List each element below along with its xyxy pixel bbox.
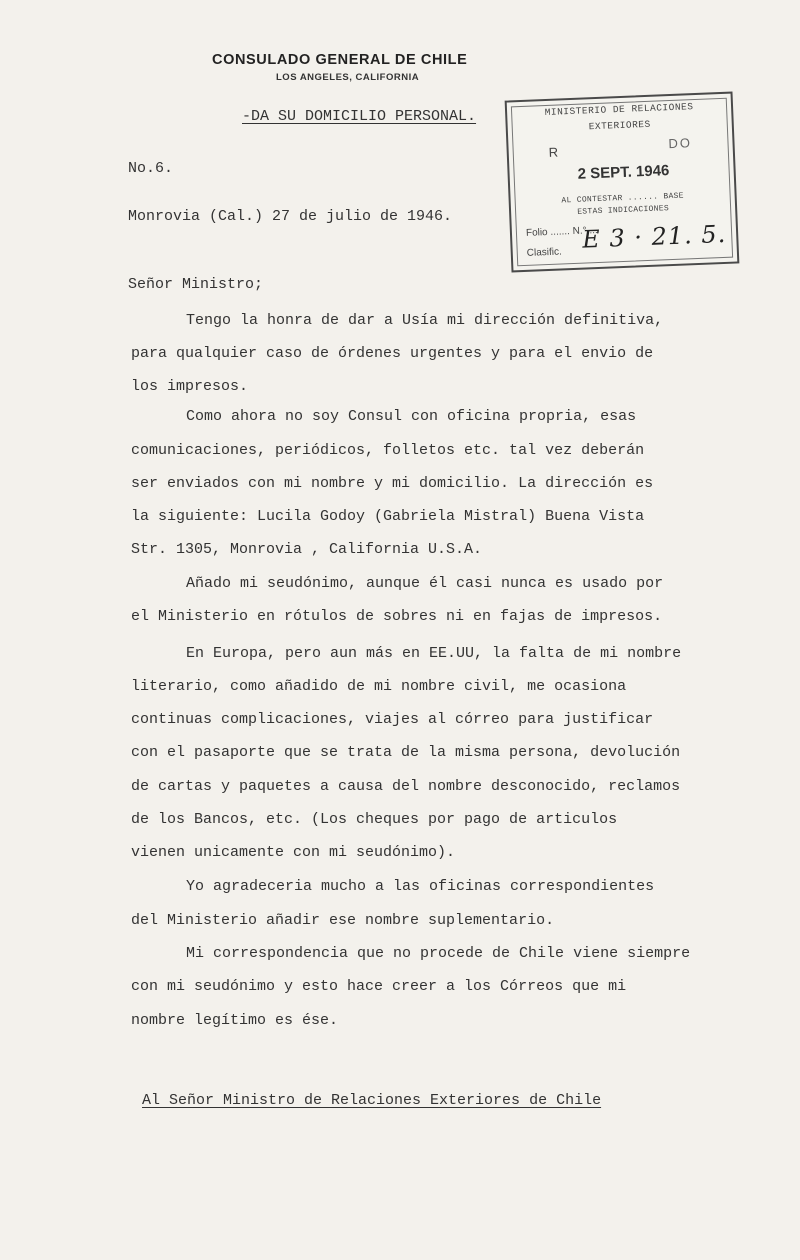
body-line: comunicaciones, periódicos, folletos etc. tal vez deberán bbox=[131, 442, 645, 459]
body-line: En Europa, pero aun más en EE.UU, la falta de mi nombre bbox=[186, 645, 682, 662]
place-date: Monrovia (Cal.) 27 de julio de 1946. bbox=[128, 208, 453, 225]
body-line: con el pasaporte que se trata de la misma persona, devolución bbox=[131, 744, 681, 761]
body-line: continuas complicaciones, viajes al córreo para justificar bbox=[131, 711, 654, 728]
body-line: vienen unicamente con mi seudónimo). bbox=[131, 844, 456, 861]
stamp-clasif: Clasific. bbox=[526, 246, 562, 259]
stamp-note-2: ESTAS INDICACIONES bbox=[577, 204, 670, 217]
body-line: Str. 1305, Monrovia , California U.S.A. bbox=[131, 541, 483, 558]
stamp-ministry-line: MINISTERIO DE RELACIONES bbox=[544, 101, 694, 119]
address-note: -DA SU DOMICILIO PERSONAL. bbox=[242, 108, 477, 125]
stamp-folio: Folio ....... N.° ... bbox=[525, 225, 598, 239]
body-line: el Ministerio en rótulos de sobres ni en fajas de impresos. bbox=[131, 608, 663, 625]
addressee-line: Al Señor Ministro de Relaciones Exteriores de Chile bbox=[142, 1092, 602, 1109]
body-line: Añado mi seudónimo, aunque él casi nunca es usado por bbox=[186, 575, 664, 592]
stamp-received-right: DO bbox=[668, 135, 693, 152]
stamp-exteriores-line: EXTERIORES bbox=[588, 118, 651, 133]
body-line: ser enviados con mi nombre y mi domicilio. La dirección es bbox=[131, 475, 654, 492]
salutation: Señor Ministro; bbox=[128, 276, 264, 293]
stamp-received-left: R bbox=[548, 144, 561, 160]
body-line: Yo agradeceria mucho a las oficinas correspondientes bbox=[186, 878, 655, 895]
body-line: la siguiente: Lucila Godoy (Gabriela Mistral) Buena Vista bbox=[131, 508, 645, 525]
consulate-heading: CONSULADO GENERAL DE CHILE bbox=[212, 52, 468, 68]
body-line: de los Bancos, etc. (Los cheques por pago de articulos bbox=[131, 811, 618, 828]
body-line: literario, como añadido de mi nombre civil, me ocasiona bbox=[131, 678, 627, 695]
body-line: con mi seudónimo y esto hace creer a los Córreos que mi bbox=[131, 978, 627, 995]
stamp-note-1: AL CONTESTAR ...... BASE bbox=[561, 191, 684, 206]
received-stamp bbox=[505, 91, 740, 272]
body-line: para qualquier caso de órdenes urgentes y para el envio de bbox=[131, 345, 654, 362]
body-line: Tengo la honra de dar a Usía mi dirección definitiva, bbox=[186, 312, 664, 329]
stamp-handwritten-code: E 3 · 21. 5. bbox=[581, 219, 727, 254]
letter-number: No.6. bbox=[128, 160, 174, 177]
stamp-date: 2 SEPT. 1946 bbox=[577, 162, 670, 183]
body-line: de cartas y paquetes a causa del nombre desconocido, reclamos bbox=[131, 778, 681, 795]
body-line: los impresos. bbox=[131, 378, 249, 395]
body-line: Mi correspondencia que no procede de Chile viene siempre bbox=[186, 945, 691, 962]
consulate-location: LOS ANGELES, CALIFORNIA bbox=[276, 72, 420, 83]
body-line: del Ministerio añadir ese nombre suplementario. bbox=[131, 912, 555, 929]
body-line: nombre legítimo es ése. bbox=[131, 1012, 339, 1029]
body-line: Como ahora no soy Consul con oficina propria, esas bbox=[186, 408, 637, 425]
